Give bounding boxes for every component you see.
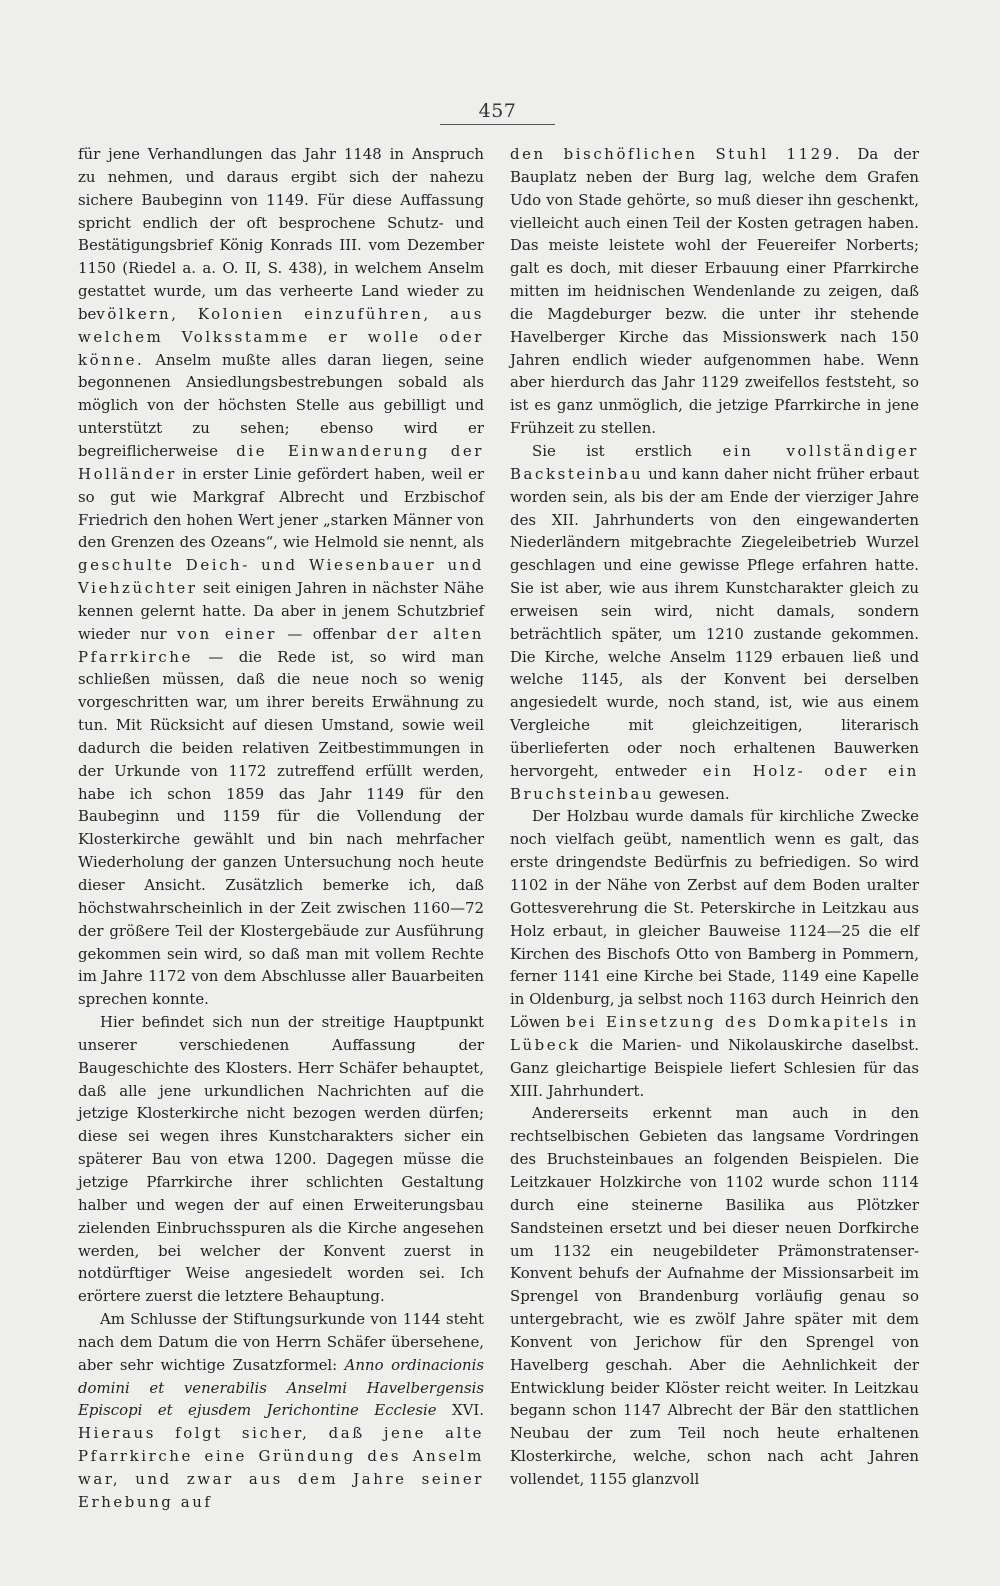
text-run: die Marien- und Nikolauskirche daselbst. Ganz gleichartige Beispiele liefert Schlesien für das XIII. Jahrhundert. [510,1035,919,1100]
spaced-emphasis: den bischöflichen Stuhl 1129. [510,145,843,163]
paragraph [510,143,919,440]
text-run: Andererseits erkennt man auch in den rechtselbischen Gebieten das langsame Vordringen des Bruchsteinbaues an folgenden Beispielen. Die Leitzkauer Holzkirche von 1102 wurde schon 1114 durch eine steinerne Basilika aus Plötzker Sandsteinen ersetzt und bei dieser neuen Dorfkirche um 1132 ein neugebildeter Prämonstratenser-Konvent behufs der Aufnahme der Missionsarbeit im Sprengel von Brandenburg vorläufig genau so untergebracht, wie es zwölf Jahre später mit dem Konvent von Jerichow für den Sprengel von Havelberg geschah. Aber die Aehnlichkeit der Entwicklung beider Klöster reicht weiter. In Leitzkau begann schon 1147 Albrecht der Bär den stattlichen Neubau der zum Teil noch heute erhaltenen Klosterkirche, welche, schon nach acht Jahren vollendet, 1155 glanzvoll [510,1104,919,1488]
paragraph [78,1011,484,1308]
text-run: — offenbar [276,624,387,643]
text-run: seit einigen Jahren in nächster Nähe kennen gelernt hatte. Da aber in jenem Schutzbrief wieder nur [78,579,484,643]
spaced-emphasis: völkern, Kolonien einzuführen, aus welchem Volksstamme er wolle oder könne. [78,304,484,369]
paragraph [78,143,484,1011]
text-run: XVI. [436,1401,484,1420]
text-run: für jene Verhandlungen das Jahr 1148 in Anspruch zu nehmen, und daraus ergibt sich der nahezu sichere Baubeginn von 1149. Für diese Auffassung spricht endlich der oft besprochene Schutz- und Bestätigungsbrief König Konrads III. vom Dezember 1150 (Riedel a. a. O. II, S. 438), in welchem Anselm gestattet wurde, um das verheerte Land wieder zu be [78,145,484,323]
spaced-emphasis: bei Einsetzung des Domkapitels in Lübeck [510,1013,919,1054]
paragraph [510,805,919,1102]
text-run: Der Holzbau wurde damals für kirchliche Zwecke noch vielfach geübt, namentlich wenn es galt, das erste dringendste Bedürfnis zu befriedigen. So wird 1102 in der Nähe von Zerbst auf dem Boden uralter Gottesverehrung die St. Peterskirche in Leitzkau aus Holz erbaut, in gleicher Bauweise 1124—25 die elf Kirchen des Bischofs Otto von Bamberg in Pommern, ferner 1141 eine Kirche bei Stade, 1149 eine Kapelle in Oldenburg, ja selbst noch 1163 durch Heinrich den Löwen [510,807,919,1032]
spaced-emphasis: ein vollständiger Backsteinbau [510,441,919,483]
paragraph [510,440,919,806]
spaced-emphasis: von einer [177,624,277,643]
text-run: gewesen. [654,784,730,803]
text-run: in erster Linie gefördert haben, weil er so gut wie Markgraf Albrecht und Erzbischof Friedrich den hohen Wert jener „starken Männer von den Grenzen des Ozeans“, wie Helmold sie nennt, als [78,464,484,552]
right-column [510,143,919,1491]
italic-latin: Anno ordinacionis domini et venerabilis Anselmi Havelbergensis Episcopi et ejusdem Jerichontine Ecclesie [78,1355,484,1420]
spaced-emphasis: ein Holz- oder ein Bruchsteinbau [510,761,919,803]
page-number: 457 [440,100,555,125]
text-run: Am Schlusse der Stiftungsurkunde von 1144 steht nach dem Datum die von Herrn Schäfer übersehene, aber sehr wichtige Zusatzformel: [78,1310,484,1374]
text-run: Da der Bauplatz neben der Burg lag, welche dem Grafen Udo von Stade gehörte, so muß dieser ihn geschenkt, vielleicht auch einen Teil der Kosten getragen haben. Das meiste leistete wohl der Feuereifer Norberts; galt es doch, mit dieser Erbauung einer Pfarrkirche mitten im heidnischen Wendenlande zu zeigen, daß die Magdeburger bezw. die unter ihr stehende Havelberger Kirche das Missionswerk nach 150 Jahren endlich wieder aufgenommen habe. Wenn aber hierdurch das Jahr 1129 zweifellos feststeht, so ist es ganz unmöglich, die jetzige Pfarrkirche in jene Frühzeit zu stellen. [510,145,919,438]
spaced-emphasis: geschulte Deich- und Wiesenbauer und Viehzüchter [78,556,484,598]
spaced-emphasis: der alten Pfarrkirche [78,624,484,666]
left-column [78,143,484,1514]
text-run: — die Rede ist, so wird man schließen müssen, daß die neue noch so wenig vorgeschritten war, um ihrer bereits Erwähnung zu tun. Mit Rücksicht auf diesen Umstand, sowie weil dadurch die beiden relativen Zeitbestimmungen in der Urkunde von 1172 zutreffend erfüllt werden, habe ich schon 1859 das Jahr 1149 für den Baubeginn und 1159 für die Vollendung der Klosterkirche gewählt und bin nach mehrfacher Wiederholung der ganzen Untersuchung noch heute dieser Ansicht. Zusätzlich bemerke ich, daß höchstwahrscheinlich in der Zeit zwischen 1160—72 der größere Teil der Klostergebäude zur Ausführung gekommen sein wird, so daß man mit vollem Rechte im Jahre 1172 von dem Abschlusse aller Bauarbeiten sprechen konnte. [78,647,484,1009]
paragraph [510,1102,919,1490]
spaced-emphasis: Hieraus folgt sicher, daß jene alte Pfarrkirche eine Gründung des Anselm war, und zwar aus dem Jahre seiner Erhebung auf [78,1424,484,1511]
text-run: und kann daher nicht früher erbaut worden sein, als bis der am Ende der vierziger Jahre des XII. Jahrhunderts von den eingewanderten Niederländern mitgebrachte Ziegeleibetrieb Wurzel geschlagen und eine gewisse Pflege erfahren hatte. Sie ist aber, wie aus ihrem Kunstcharakter gleich zu erweisen sein wird, nicht damals, sondern beträchtlich später, um 1210 zustande gekommen. Die Kirche, welche Anselm 1129 erbauen ließ und welche 1145, als der Konvent bei derselben angesiedelt wurde, noch stand, ist, wie aus einem Vergleiche mit gleichzeitigen, literarisch überlieferten oder noch erhaltenen Bauwerken hervorgeht, entweder [510,464,919,780]
paragraph [78,1308,484,1514]
text-run: Sie ist erstlich [532,441,723,460]
spaced-emphasis: die Einwanderung der Holländer [78,441,484,483]
text-run: Hier befindet sich nun der streitige Hauptpunkt unserer verschiedenen Auffassung der Baugeschichte des Klosters. Herr Schäfer behauptet, daß alle jene urkundlichen Nachrichten auf die jetzige Klosterkirche nicht bezogen werden dürfen; diese sei wegen ihres Kunstcharakters sicher ein späterer Bau von etwa 1200. Dagegen müsse die jetzige Pfarrkirche ihrer schlichten Gestaltung halber und wegen der auf einen Erweiterungsbau zielenden Einbruchsspuren als die Kirche angesehen werden, bei welcher der Konvent zuerst in notdürftiger Weise angesiedelt worden sei. Ich erörtere zuerst die letztere Behauptung. [78,1013,484,1306]
text-run: Anselm mußte alles daran liegen, seine begonnenen Ansiedlungsbestrebungen sobald als möglich von der höchsten Stelle aus gebilligt und unterstützt zu sehen; ebenso wird er begreiflicherweise [78,350,484,460]
